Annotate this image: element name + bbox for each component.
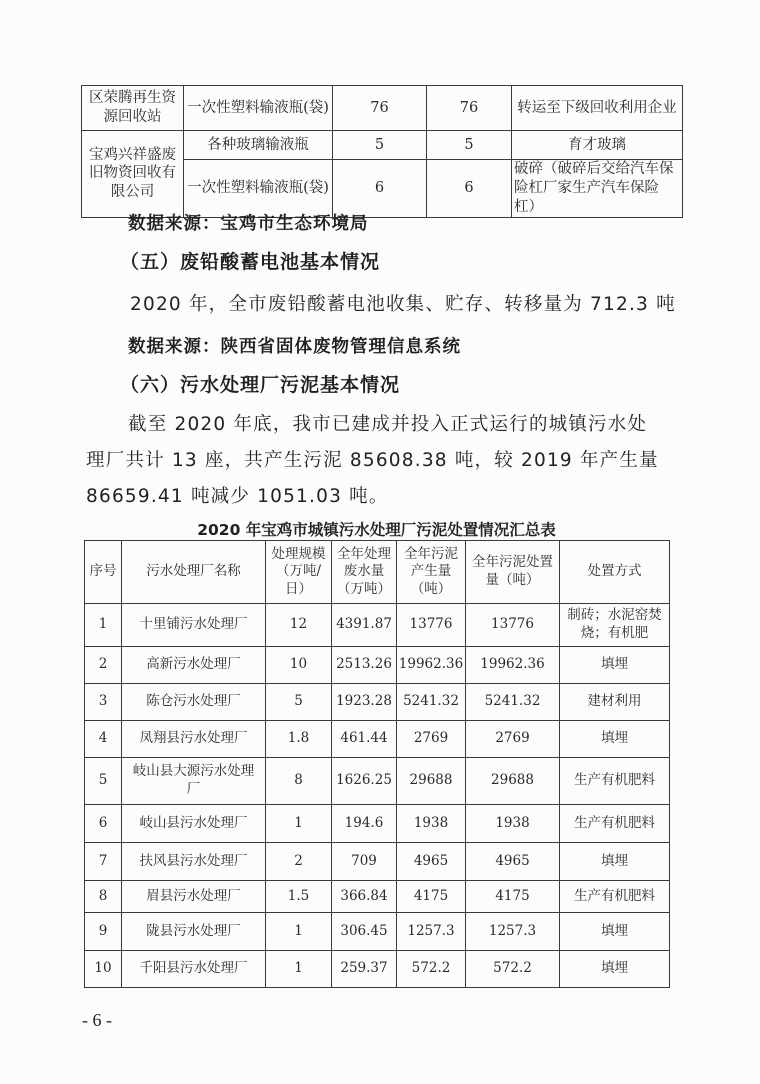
table-row xyxy=(82,86,683,131)
section-6-body-line-2: 理厂共计 13 座，共产生污泥 85608.38 吨，较 2019 年产生量 xyxy=(86,450,659,471)
produced-cell: 1938 xyxy=(397,805,466,843)
disposed-cell: 4965 xyxy=(466,843,560,881)
table-title: 2020 年宝鸡市城镇污水处理厂污泥处置情况汇总表 xyxy=(197,521,556,539)
plant-name-cell: 陈仓污水处理厂 xyxy=(122,684,266,721)
produced-cell: 4175 xyxy=(397,881,466,913)
no-cell: 5 xyxy=(85,758,122,805)
value-cell: 76 xyxy=(333,86,427,131)
table-row xyxy=(85,805,670,843)
org-cell: 区荣腾再生资源回收站 xyxy=(82,86,184,131)
no-cell: 9 xyxy=(85,913,122,951)
value-cell: 6 xyxy=(333,160,427,218)
header-method: 处置方式 xyxy=(560,541,670,604)
plant-name-cell: 眉县污水处理厂 xyxy=(122,881,266,913)
water-cell: 461.44 xyxy=(332,721,397,758)
section-6-body-line-3: 86659.41 吨减少 1051.03 吨。 xyxy=(86,486,389,507)
method-cell: 生产有机肥料 xyxy=(560,758,670,805)
produced-cell: 19962.36 xyxy=(397,647,466,684)
scale-cell: 1 xyxy=(266,913,332,951)
method-cell: 填埋 xyxy=(560,721,670,758)
method-cell: 生产有机肥料 xyxy=(560,881,670,913)
header-no: 序号 xyxy=(85,541,122,604)
plant-name-cell: 高新污水处理厂 xyxy=(122,647,266,684)
produced-cell: 2769 xyxy=(397,721,466,758)
scale-cell: 1.5 xyxy=(266,881,332,913)
scale-cell: 1.8 xyxy=(266,721,332,758)
no-cell: 10 xyxy=(85,951,122,988)
method-cell: 生产有机肥料 xyxy=(560,805,670,843)
item-cell: 一次性塑料输液瓶(袋) xyxy=(184,86,333,131)
table-row xyxy=(85,913,670,951)
produced-cell: 4965 xyxy=(397,843,466,881)
section-5-heading: （五）废铅酸蓄电池基本情况 xyxy=(120,251,381,273)
plant-name-cell: 扶风县污水处理厂 xyxy=(122,843,266,881)
section-6-heading: （六）污水处理厂污泥基本情况 xyxy=(120,374,401,396)
produced-cell: 29688 xyxy=(397,758,466,805)
plant-name-cell: 陇县污水处理厂 xyxy=(122,913,266,951)
produced-cell: 1257.3 xyxy=(397,913,466,951)
table-row xyxy=(85,721,670,758)
data-source-1: 数据来源：宝鸡市生态环境局 xyxy=(128,214,369,234)
header-name: 污水处理厂名称 xyxy=(122,541,266,604)
no-cell: 7 xyxy=(85,843,122,881)
scale-cell: 12 xyxy=(266,604,332,647)
disposed-cell: 4175 xyxy=(466,881,560,913)
disposed-cell: 29688 xyxy=(466,758,560,805)
item-cell: 一次性塑料输液瓶(袋) xyxy=(184,160,333,218)
method-cell: 填埋 xyxy=(560,951,670,988)
data-source-2: 数据来源：陕西省固体废物管理信息系统 xyxy=(128,337,461,357)
water-cell: 306.45 xyxy=(332,913,397,951)
method-cell: 制砖；水泥窑焚烧；有机肥 xyxy=(560,604,670,647)
method-cell: 填埋 xyxy=(560,913,670,951)
no-cell: 4 xyxy=(85,721,122,758)
table-row xyxy=(85,951,670,988)
no-cell: 6 xyxy=(85,805,122,843)
no-cell: 8 xyxy=(85,881,122,913)
table-row xyxy=(85,758,670,805)
table-header-row xyxy=(85,541,670,604)
no-cell: 3 xyxy=(85,684,122,721)
scale-cell: 1 xyxy=(266,951,332,988)
item-cell: 各种玻璃输液瓶 xyxy=(184,131,333,160)
table-row xyxy=(85,881,670,913)
method-cell: 转运至下级回收利用企业 xyxy=(512,86,683,131)
table-row xyxy=(82,131,683,160)
disposed-cell: 1257.3 xyxy=(466,913,560,951)
water-cell: 194.6 xyxy=(332,805,397,843)
table-row xyxy=(85,843,670,881)
table-row xyxy=(85,684,670,721)
org-cell: 宝鸡兴祥盛废旧物资回收有限公司 xyxy=(82,131,184,218)
produced-cell: 572.2 xyxy=(397,951,466,988)
water-cell: 1923.28 xyxy=(332,684,397,721)
plant-name-cell: 凤翔县污水处理厂 xyxy=(122,721,266,758)
disposed-cell: 2769 xyxy=(466,721,560,758)
water-cell: 2513.26 xyxy=(332,647,397,684)
water-cell: 1626.25 xyxy=(332,758,397,805)
header-scale: 处理规模（万吨/日） xyxy=(266,541,332,604)
water-cell: 709 xyxy=(332,843,397,881)
scale-cell: 2 xyxy=(266,843,332,881)
scale-cell: 1 xyxy=(266,805,332,843)
disposed-cell: 13776 xyxy=(466,604,560,647)
water-cell: 259.37 xyxy=(332,951,397,988)
value-cell: 6 xyxy=(427,160,512,218)
plant-name-cell: 岐山县大源污水处理厂 xyxy=(122,758,266,805)
value-cell: 76 xyxy=(427,86,512,131)
table-row xyxy=(85,647,670,684)
page-number: - 6 - xyxy=(82,1010,112,1030)
disposed-cell: 572.2 xyxy=(466,951,560,988)
method-cell: 填埋 xyxy=(560,843,670,881)
produced-cell: 13776 xyxy=(397,604,466,647)
section-5-body: 2020 年，全市废铅酸蓄电池收集、贮存、转移量为 712.3 吨 xyxy=(130,294,676,315)
scale-cell: 8 xyxy=(266,758,332,805)
water-cell: 4391.87 xyxy=(332,604,397,647)
disposed-cell: 19962.36 xyxy=(466,647,560,684)
recycling-table xyxy=(81,85,683,218)
disposed-cell: 5241.32 xyxy=(466,684,560,721)
header-sludge-disposed: 全年污泥处置量（吨） xyxy=(466,541,560,604)
value-cell: 5 xyxy=(333,131,427,160)
plant-name-cell: 十里铺污水处理厂 xyxy=(122,604,266,647)
disposed-cell: 1938 xyxy=(466,805,560,843)
plant-name-cell: 千阳县污水处理厂 xyxy=(122,951,266,988)
sludge-disposal-table xyxy=(84,540,670,988)
section-6-body-line-1: 截至 2020 年底，我市已建成并投入正式运行的城镇污水处 xyxy=(128,414,648,435)
header-water: 全年处理废水量（万吨） xyxy=(332,541,397,604)
value-cell: 5 xyxy=(427,131,512,160)
header-sludge-produced: 全年污泥产生量（吨） xyxy=(397,541,466,604)
method-cell: 破碎（破碎后交给汽车保险杠厂家生产汽车保险杠） xyxy=(512,160,683,218)
produced-cell: 5241.32 xyxy=(397,684,466,721)
plant-name-cell: 岐山县污水处理厂 xyxy=(122,805,266,843)
method-cell: 育才玻璃 xyxy=(512,131,683,160)
method-cell: 建材利用 xyxy=(560,684,670,721)
no-cell: 2 xyxy=(85,647,122,684)
scale-cell: 5 xyxy=(266,684,332,721)
table-row xyxy=(85,604,670,647)
water-cell: 366.84 xyxy=(332,881,397,913)
no-cell: 1 xyxy=(85,604,122,647)
scale-cell: 10 xyxy=(266,647,332,684)
method-cell: 填埋 xyxy=(560,647,670,684)
